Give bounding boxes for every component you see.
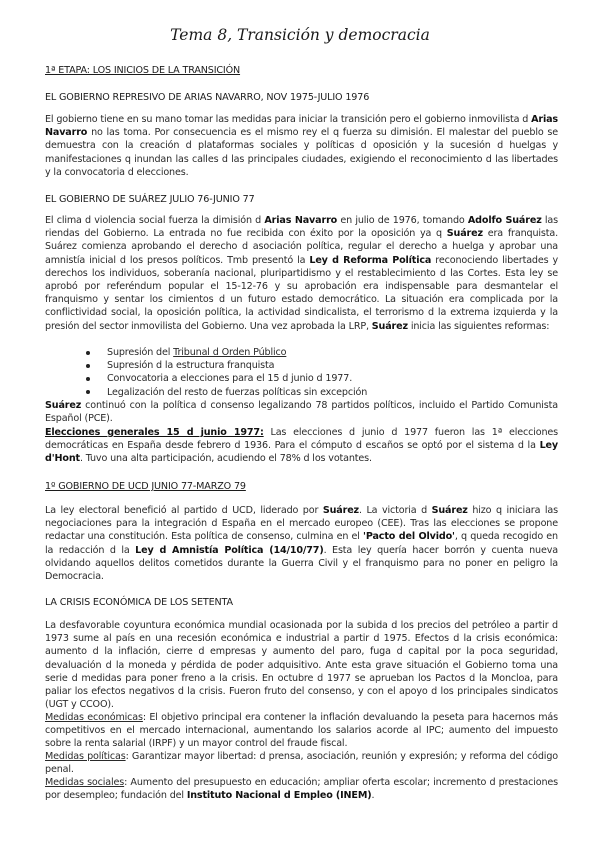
bullet-icon (86, 390, 90, 394)
section-heading-suarez: EL GOBIERNO DE SUÁREZ JULIO 76-JUNIO 77 (45, 194, 255, 205)
section-heading-ucd: 1º GOBIERNO DE UCD JUNIO 77-MARZO 79 (45, 481, 246, 492)
reforms-list (82, 346, 542, 399)
paragraph-medidas-politicas: Medidas políticas: Garantizar mayor libertad: d prensa, asociación, reunión y expresión; y reforma del código penal. (45, 751, 558, 776)
paragraph-consenso: Suárez continuó con la política d consenso legalizando 78 partidos políticos, incluido el Partido Comunista Español (PCE). (45, 400, 558, 425)
list-item: Supresión d la estructura franquista (82, 359, 542, 372)
paragraph-suarez: El clima d violencia social fuerza la dimisión d Arias Navarro en julio de 1976, tomando Adolfo Suárez las riendas del Gobierno. La entrada no fue recibida con éxito por la oposición ya q Suárez era franquista. Suárez comienza aprobando el derecho d asociación política, regular el derecho a huelga y aprobar una amnistía inicial d los presos políticos. Tmb presentó la Ley d Reforma Política reconociendo libertades y derechos los individuos, soberanía nacional, pluripartidismo y el restablecimiento d las Cortes. Esta ley se aprobó por referéndum popular el 15-12-76 y su aprobación era indispensable para desmantelar el franquismo y sentar los cimientos d un futuro estado democrático. La situación era complicada por la conflictividad social, la oposición política, la actividad sindicalista, el terrorismo d la extrema izquierda y la presión del sector inmovilista del Gobierno. Una vez aprobada la LRP, Suárez inicia las siguientes reformas: (45, 215, 559, 332)
list-item: Convocatoria a elecciones para el 15 d junio d 1977. (82, 372, 542, 385)
paragraph-medidas-economicas: Medidas económicas: El objetivo principal era contener la inflación devaluando la peseta para hacernos más competitivos en el mercado internacional, aumentando los salarios acorde al IPC; aumento del impuesto sobre la renta salarial (IRPF) y un mayor control del fraude fiscal. (45, 712, 558, 750)
paragraph-arias: El gobierno tiene en su mano tomar las medidas para iniciar la transición pero el gobierno inmovilista d Arias Navarro no las toma. Por consecuencia es el mismo rey el q fuerza su dimisión. El malestar del pueblo se demuestra con la creación d plataformas sociales y políticas d oposición y la sucesión d huelgas y manifestaciones q inundan las calles d las principales ciudades, exigiendo el reconocimiento d las libertades y la convocatoria d elecciones. (45, 114, 558, 178)
paragraph-ucd: La ley electoral benefició al partido d UCD, liderado por Suárez. La victoria d Suárez hizo q iniciara las negociaciones para la integración d España en el mercado europeo (CEE). Tras las elecciones se propone redactar una constitución. Esta política de consenso, culmina en el 'Pacto del Olvido', q queda recogido en la redacción d la Ley d Amnistía Política (14/10/77). Esta ley quería hacer borrón y cuenta nueva olvidando aquellos delitos cometidos durante la Guerra Civil y el franquismo para no poner en peligro la Democracia. (45, 505, 558, 583)
list-item: Supresión del Tribunal d Orden Público (82, 346, 542, 359)
bullet-icon (86, 351, 90, 355)
section-heading-arias: EL GOBIERNO REPRESIVO DE ARIAS NAVARRO, NOV 1975-JULIO 1976 (45, 92, 370, 103)
stage-heading: 1ª ETAPA: LOS INICIOS DE LA TRANSICIÓN (45, 65, 241, 76)
section-heading-crisis: LA CRISIS ECONÓMICA DE LOS SETENTA (45, 597, 233, 608)
document-title: Tema 8, Transición y democracia (170, 26, 430, 44)
bullet-icon (86, 364, 90, 368)
bullet-icon (86, 377, 90, 381)
paragraph-elecciones: Elecciones generales 15 d junio 1977: Las elecciones d junio d 1977 fueron las 1ª elecciones democráticas en España desde febrero d 1936. Para el cómputo d escaños se optó por el sistema d la Ley d'Hont. Tuvo una alta participación, acudiendo el 78% d los votantes. (45, 427, 558, 465)
paragraph-crisis: La desfavorable coyuntura económica mundial ocasionada por la subida d los precios del petróleo a partir d 1973 sume al país en una recesión económica e industrial a partir d 1975. Efectos d la crisis económica: aumento d la inflación, cierre d empresas y aumento del paro, fuga d capital por la poca seguridad, devaluación d la moneda y pérdida de poder adquisitivo. Ante esta grave situación el Gobierno toma una serie d medidas para poner freno a la crisis. En octubre d 1977 se aprueban los Pactos d la Moncloa, para paliar los efectos negativos d la crisis. Fueron fruto del consenso, y con el apoyo d los principales sindicatos (UGT y CCOO). (45, 620, 558, 711)
paragraph-medidas-sociales: Medidas sociales: Aumento del presupuesto en educación; ampliar oferta escolar; incremento d prestaciones por desempleo; fundación del Instituto Nacional d Empleo (INEM). (45, 777, 558, 802)
list-item: Legalización del resto de fuerzas políticas sin excepción (82, 386, 542, 399)
